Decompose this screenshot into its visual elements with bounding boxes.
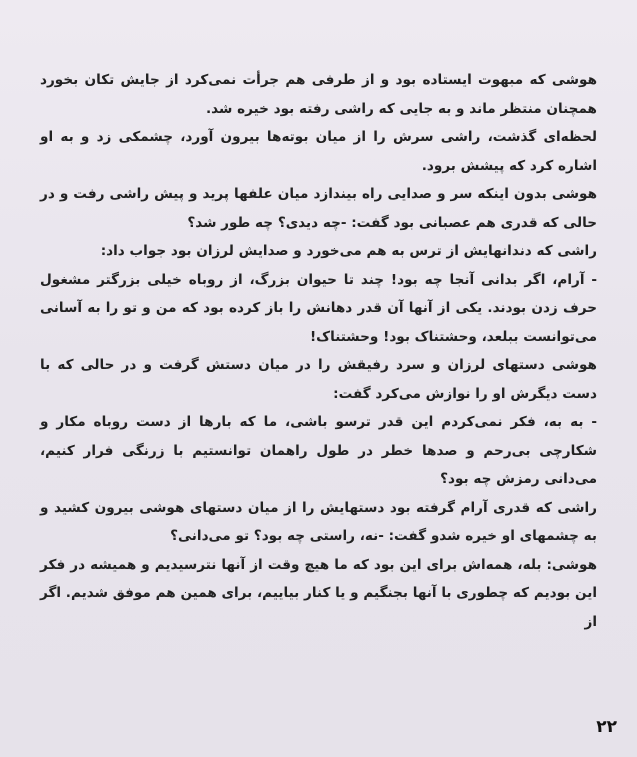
paragraph-3: هوشی بدون اینکه سر و صدایی راه بیندازد میان علفها پرید و پیش راشی رفت و در حالی که قدری هم عصبانی بود گفت: -چه دیدی؟ چه طور شد؟ (40, 186, 597, 231)
paragraph-8: راشی که قدری آرام گرفته بود دستهایش را از میان دستهای هوشی بیرون کشید و به چشمهای او خیره شدو گفت: -نه، راستی چه بود؟ تو می‌دانی؟ (40, 499, 597, 544)
story-text (40, 66, 597, 636)
paragraph-6: هوشی دستهای لرزان و سرد رفیقش را در میان دستش گرفت و در حالی که با دست دیگرش او را نوازش می‌کرد گفت: (40, 357, 597, 402)
paragraph-1: هوشی که مبهوت ایستاده بود و از طرفی هم جرأت نمی‌کرد از جایش تکان بخورد همچنان منتظر ماند و به جایی که راشی رفته بود خیره شد. (40, 72, 597, 117)
paragraph-9: هوشی: بله، همه‌اش برای این بود که ما هیچ وقت از آنها نترسیدیم و همیشه در فکر این بودیم که چطوری با آنها بجنگیم و یا کنار بیاییم، برای همین هم موفق شدیم. اگر از (40, 556, 597, 630)
paragraph-4: راشی که دندانهایش از ترس به هم می‌خورد و صدایش لرزان بود جواب داد: (100, 243, 597, 259)
page-number: ۲۲ (596, 717, 617, 737)
paragraph-7: - به به، فکر نمی‌کردم این قدر ترسو باشی، ما که بارها از دست روباه مکار و شکارچی بی‌رحم و صدها خطر در طول راهمان توانستیم با زرنگی فرار کنیم، می‌دانی رمزش چه بود؟ (40, 414, 597, 487)
paragraph-5: - آرام، اگر بدانی آنجا چه بود! چند تا حیوان بزرگ، از روباه خیلی بزرگتر مشغول حرف زدن بودند. یکی از آنها آن قدر دهانش را باز کرده بود که من و تو را به آسانی می‌توانست ببلعد، وحشتناک بود! وحشتناک! (40, 271, 597, 345)
paragraph-2: لحظه‌ای گذشت، راشی سرش را از میان بوته‌ها بیرون آورد، چشمکی زد و به او اشاره کرد که پیشش برود. (40, 129, 597, 174)
